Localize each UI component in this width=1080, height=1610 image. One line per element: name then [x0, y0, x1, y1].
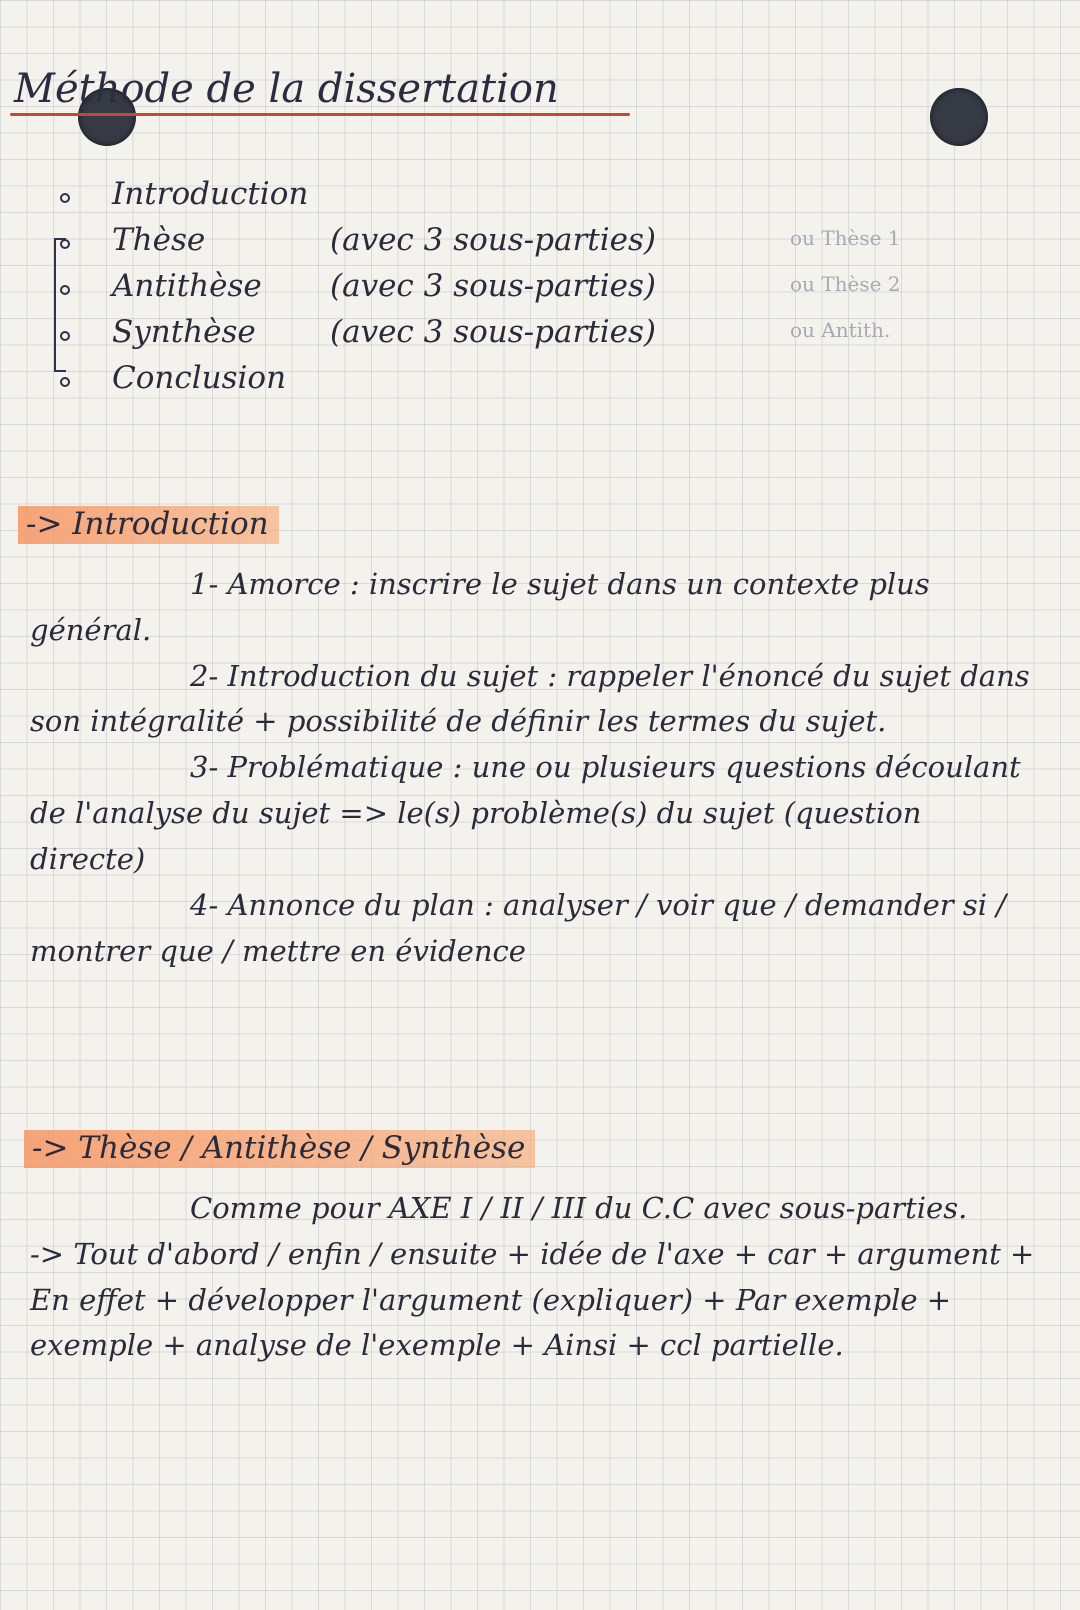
section-heading-these-antithese-synthese: -> Thèse / Antithèse / Synthèse [24, 1130, 535, 1168]
outline-label: Thèse [112, 222, 206, 258]
outline-side-note: ou Thèse 1 [790, 226, 901, 250]
bullet-icon [60, 285, 70, 295]
outline-sub: (avec 3 sous-parties) [330, 268, 657, 304]
outline-side-note: ou Antith. [790, 318, 891, 342]
intro-step: 3- Problématique : une ou plusieurs questions découlant de l'analyse du sujet => le(s) problème(s) du sujet (question directe) [30, 750, 1021, 876]
intro-step: 1- Amorce : inscrire le sujet dans un contexte plus général. [30, 567, 930, 647]
outline-label: Synthèse [112, 314, 256, 350]
intro-step: 2- Introduction du sujet : rappeler l'énoncé du sujet dans son intégralité + possibilité de définir les termes du sujet. [30, 658, 1030, 739]
bullet-icon [60, 377, 70, 387]
outline-label: Conclusion [112, 360, 287, 396]
outline-label: Antithèse [112, 268, 262, 304]
development-line: -> Tout d'abord / enfin / ensuite + idée de l'axe + car + argument + En effet + développer l'argument (expliquer) + Par exemple + exemple + analyse de l'exemple + Ainsi + ccl partielle. [30, 1236, 1035, 1363]
development-method [30, 1186, 1040, 1369]
outline-side-note: ou Thèse 2 [790, 272, 901, 296]
introduction-steps [30, 562, 1040, 974]
title-underline [10, 113, 630, 116]
page-title: Méthode de la dissertation [14, 66, 559, 112]
bullet-icon [60, 239, 70, 249]
intro-step: 4- Annonce du plan : analyser / voir que / demander si / montrer que / mettre en évidence [30, 887, 1006, 968]
development-line: Comme pour AXE I / II / III du C.C avec sous-parties. [190, 1191, 968, 1225]
bullet-icon [60, 331, 70, 341]
outline-bracket [54, 238, 66, 372]
outline-sub: (avec 3 sous-parties) [330, 314, 657, 350]
outline-label: Introduction [112, 176, 309, 212]
section-heading-introduction: -> Introduction [18, 506, 279, 544]
binder-hole-right [930, 88, 988, 146]
bullet-icon [60, 193, 70, 203]
outline-sub: (avec 3 sous-parties) [330, 222, 657, 258]
